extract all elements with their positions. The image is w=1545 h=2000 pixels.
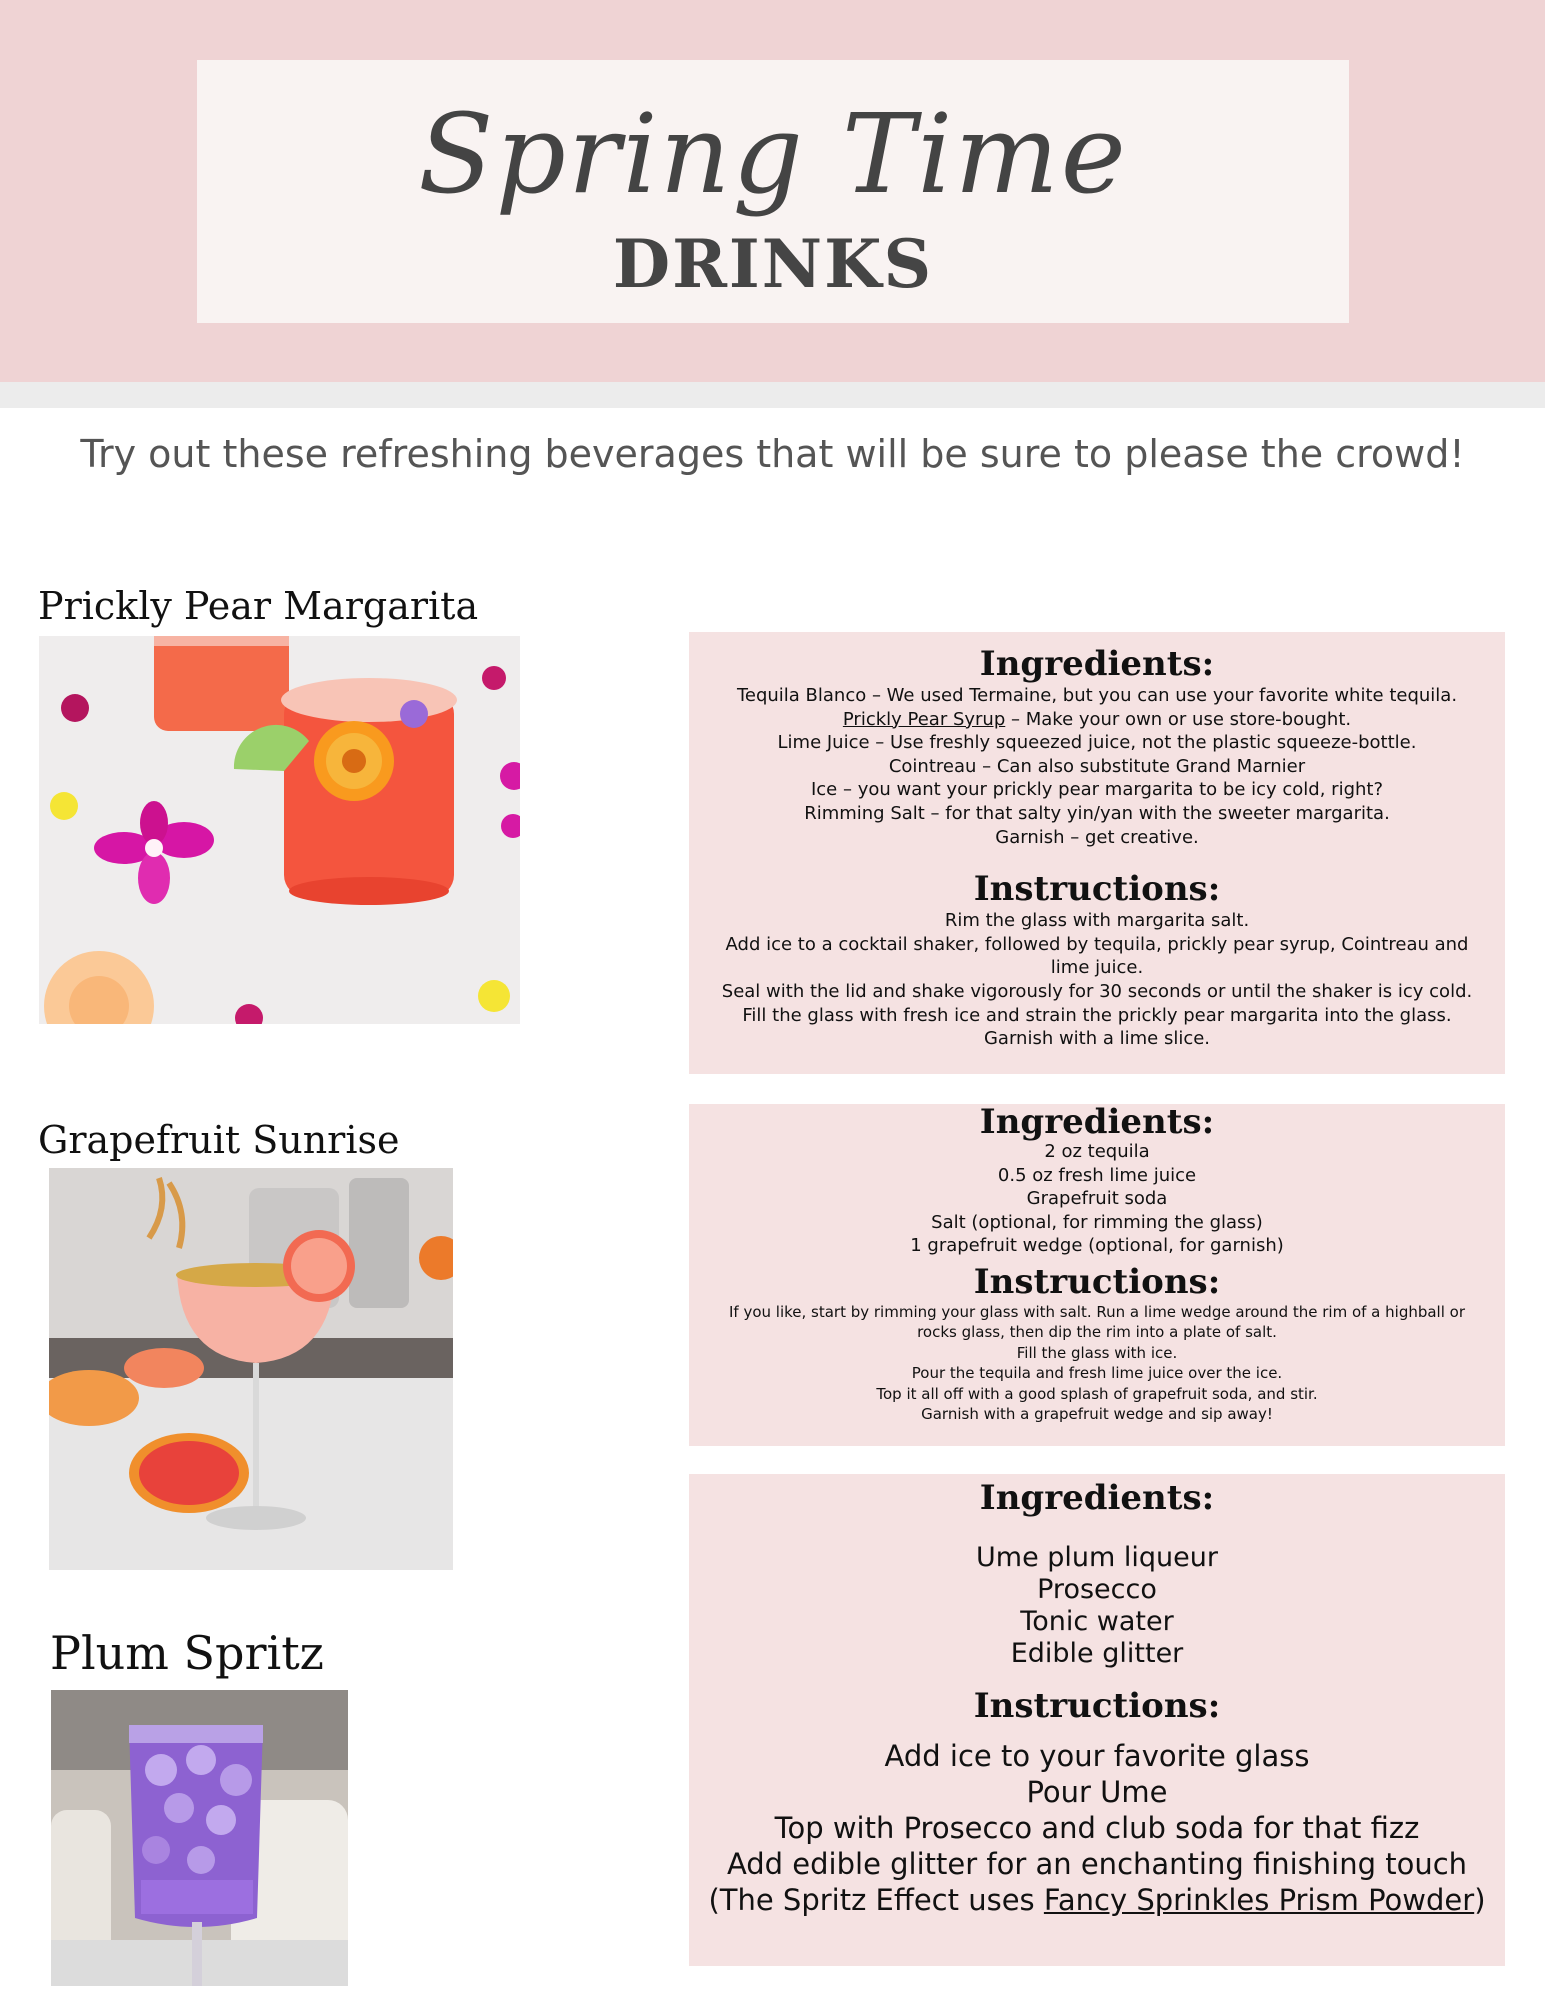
list-item xyxy=(689,1882,1505,1918)
note-prefix: (The Spritz Effect uses xyxy=(708,1883,1035,1917)
list-item: Edible glitter xyxy=(1010,1638,1184,1669)
fancy-sprinkles-link[interactable]: Fancy Sprinkles Prism Powder xyxy=(1043,1883,1475,1917)
list-item: Pour Ume xyxy=(1026,1775,1168,1809)
list-item: 0.5 oz fresh lime juice xyxy=(997,1164,1197,1186)
list-item: Lime Juice – Use freshly squeezed juice, not the plastic squeeze-bottle. xyxy=(777,732,1417,754)
script-title: Spring Time xyxy=(418,90,1128,218)
list-item: Fill the glass with fresh ice and strain the prickly pear margarita into the glass. xyxy=(742,1004,1452,1026)
margarita-illustration xyxy=(39,636,520,1024)
ingredients-heading: Ingredients: xyxy=(979,1102,1215,1142)
ingredients-list xyxy=(689,684,1505,849)
recipe-card-prickly-pear xyxy=(689,632,1505,1074)
list-item-text: – Make your own or use store-bought. xyxy=(1011,708,1352,730)
list-item: Garnish with a lime slice. xyxy=(983,1028,1211,1050)
list-item: Cointreau – Can also substitute Grand Marnier xyxy=(888,755,1306,777)
ingredients-heading: Ingredients: xyxy=(979,644,1215,684)
plum-spritz-photo xyxy=(51,1690,348,1986)
instructions-list xyxy=(689,1738,1505,1918)
grapefruit-illustration xyxy=(49,1168,453,1570)
ingredients-list xyxy=(689,1140,1505,1258)
list-item: Prosecco xyxy=(1037,1574,1157,1605)
plum-spritz-illustration xyxy=(51,1690,348,1986)
list-item: Add ice to a cocktail shaker, followed by tequila, prickly pear syrup, Cointreau and lime juice. xyxy=(725,933,1469,979)
prickly-pear-syrup-link[interactable]: Prickly Pear Syrup xyxy=(842,708,1006,730)
ingredients-heading: Ingredients: xyxy=(979,1478,1215,1518)
prickly-pear-margarita-photo xyxy=(39,636,520,1024)
list-item: Grapefruit soda xyxy=(1026,1188,1168,1210)
list-item: Tonic water xyxy=(1020,1606,1174,1637)
list-item: Rimming Salt – for that salty yin/yan with the sweeter margarita. xyxy=(804,802,1390,824)
ingredients-list xyxy=(689,1542,1505,1670)
header-divider-strip xyxy=(0,382,1545,408)
list-item: If you like, start by rimming your glass with salt. Run a lime wedge around the rim of a highball or rocks glass, then dip the rim into a plate of salt. xyxy=(728,1302,1466,1342)
list-item: Top it all off with a good splash of grapefruit soda, and stir. xyxy=(876,1384,1318,1403)
drink-title-prickly-pear: Prickly Pear Margarita xyxy=(38,584,479,628)
list-item: Garnish – get creative. xyxy=(995,826,1199,848)
title-card xyxy=(197,60,1349,323)
list-item: Add ice to your favorite glass xyxy=(884,1739,1310,1773)
recipe-card-plum-spritz xyxy=(689,1474,1505,1966)
drink-title-plum-spritz: Plum Spritz xyxy=(50,1626,324,1680)
list-item: 1 grapefruit wedge (optional, for garnish) xyxy=(910,1235,1284,1257)
list-item: Fill the glass with ice. xyxy=(1016,1343,1178,1362)
list-item xyxy=(689,708,1505,732)
recipe-card-grapefruit-sunrise xyxy=(689,1104,1505,1446)
list-item: Ume plum liqueur xyxy=(976,1542,1218,1573)
list-item: Tequila Blanco – We used Termaine, but you can use your favorite white tequila. xyxy=(736,685,1458,706)
list-item: Pour the tequila and fresh lime juice over the ice. xyxy=(911,1364,1283,1383)
grapefruit-sunrise-photo xyxy=(49,1168,453,1570)
list-item: Salt (optional, for rimming the glass) xyxy=(931,1211,1263,1233)
instructions-list xyxy=(689,909,1505,1051)
note-suffix: ) xyxy=(1474,1883,1486,1917)
instructions-heading: Instructions: xyxy=(973,1261,1221,1302)
list-item: Rim the glass with margarita salt. xyxy=(944,910,1250,932)
instructions-heading: Instructions: xyxy=(973,869,1221,910)
list-item: 2 oz tequila xyxy=(1044,1141,1150,1162)
list-item: Ice – you want your prickly pear margarita to be icy cold, right? xyxy=(810,779,1384,801)
drink-title-grapefruit-sunrise: Grapefruit Sunrise xyxy=(38,1118,400,1162)
tagline: Try out these refreshing beverages that will be sure to please the crowd! xyxy=(80,432,1465,476)
list-item: Garnish with a grapefruit wedge and sip away! xyxy=(921,1405,1273,1424)
main-title: DRINKS xyxy=(612,225,934,303)
instructions-heading: Instructions: xyxy=(973,1686,1221,1726)
list-item: Seal with the lid and shake vigorously for 30 seconds or until the shaker is icy cold. xyxy=(721,980,1473,1002)
list-item: Add edible glitter for an enchanting finishing touch xyxy=(726,1847,1468,1881)
instructions-list xyxy=(689,1302,1505,1425)
list-item: Top with Prosecco and club soda for that fizz xyxy=(774,1811,1420,1845)
